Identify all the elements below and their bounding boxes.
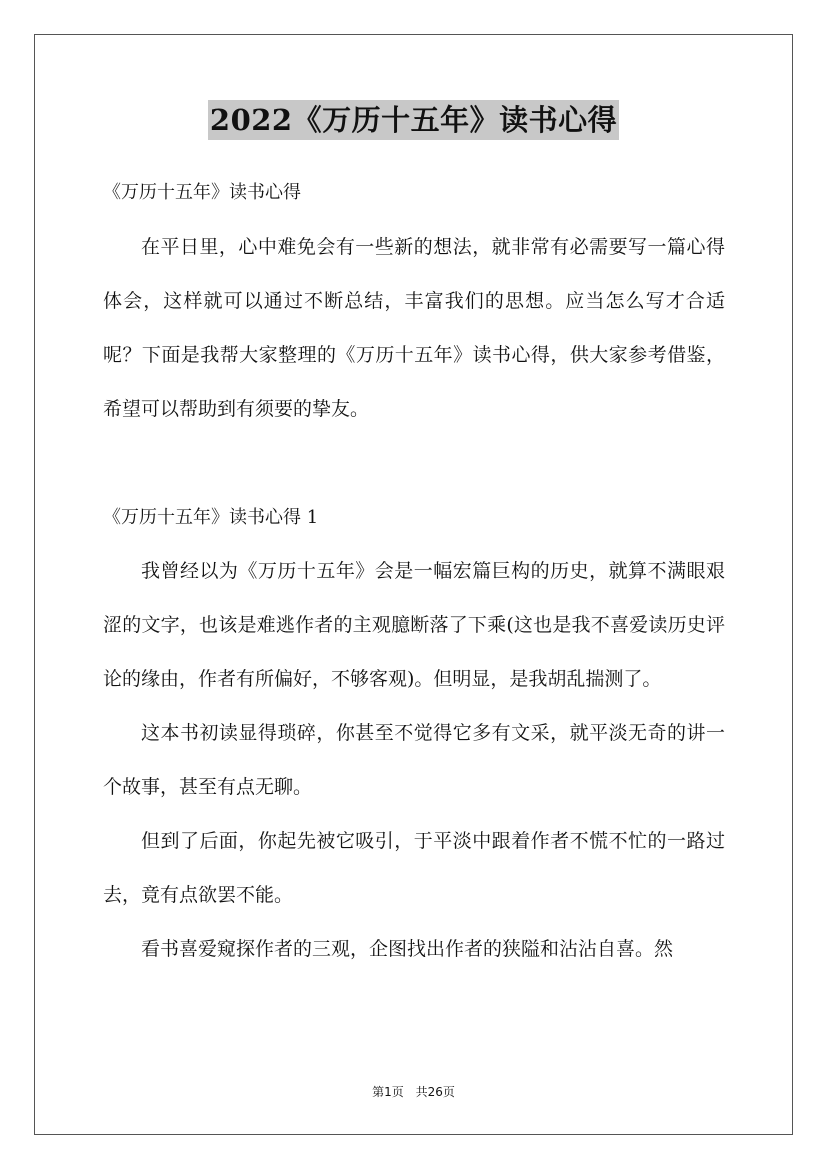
paragraph: 这本书初读显得琐碎，你甚至不觉得它多有文采，就平淡无奇的讲一个故事，甚至有点无聊。	[103, 722, 725, 798]
intro-heading: 《万历十五年》读书心得	[103, 182, 301, 203]
section-1-body	[103, 544, 725, 976]
paragraph: 看书喜爱窥探作者的三观，企图找出作者的狭隘和沾沾自喜。然	[141, 938, 674, 960]
paragraph: 但到了后面，你起先被它吸引，于平淡中跟着作者不慌不忙的一路过去，竟有点欲罢不能。	[103, 830, 725, 906]
total-pages: 共26页	[415, 1085, 455, 1099]
document-title: 2022《万历十五年》读书心得	[208, 100, 619, 140]
section-1-heading: 《万历十五年》读书心得 1	[103, 507, 319, 528]
page-footer	[0, 1083, 827, 1100]
title-container	[0, 100, 827, 140]
paragraph: 我曾经以为《万历十五年》会是一幅宏篇巨构的历史，就算不满眼艰涩的文字，也该是难逃作者的主观臆断落了下乘(这也是我不喜爱读历史评论的缘由，作者有所偏好，不够客观)。但明显，是我胡乱揣测了。	[103, 560, 725, 690]
intro-paragraph: 在平日里，心中难免会有一些新的想法，就非常有必需要写一篇心得体会，这样就可以通过不断总结，丰富我们的思想。应当怎么写才合适呢？下面是我帮大家整理的《万历十五年》读书心得，供大家参考借鉴，希望可以帮助到有须要的挚友。	[103, 236, 725, 420]
page-number: 第1页	[372, 1085, 404, 1099]
